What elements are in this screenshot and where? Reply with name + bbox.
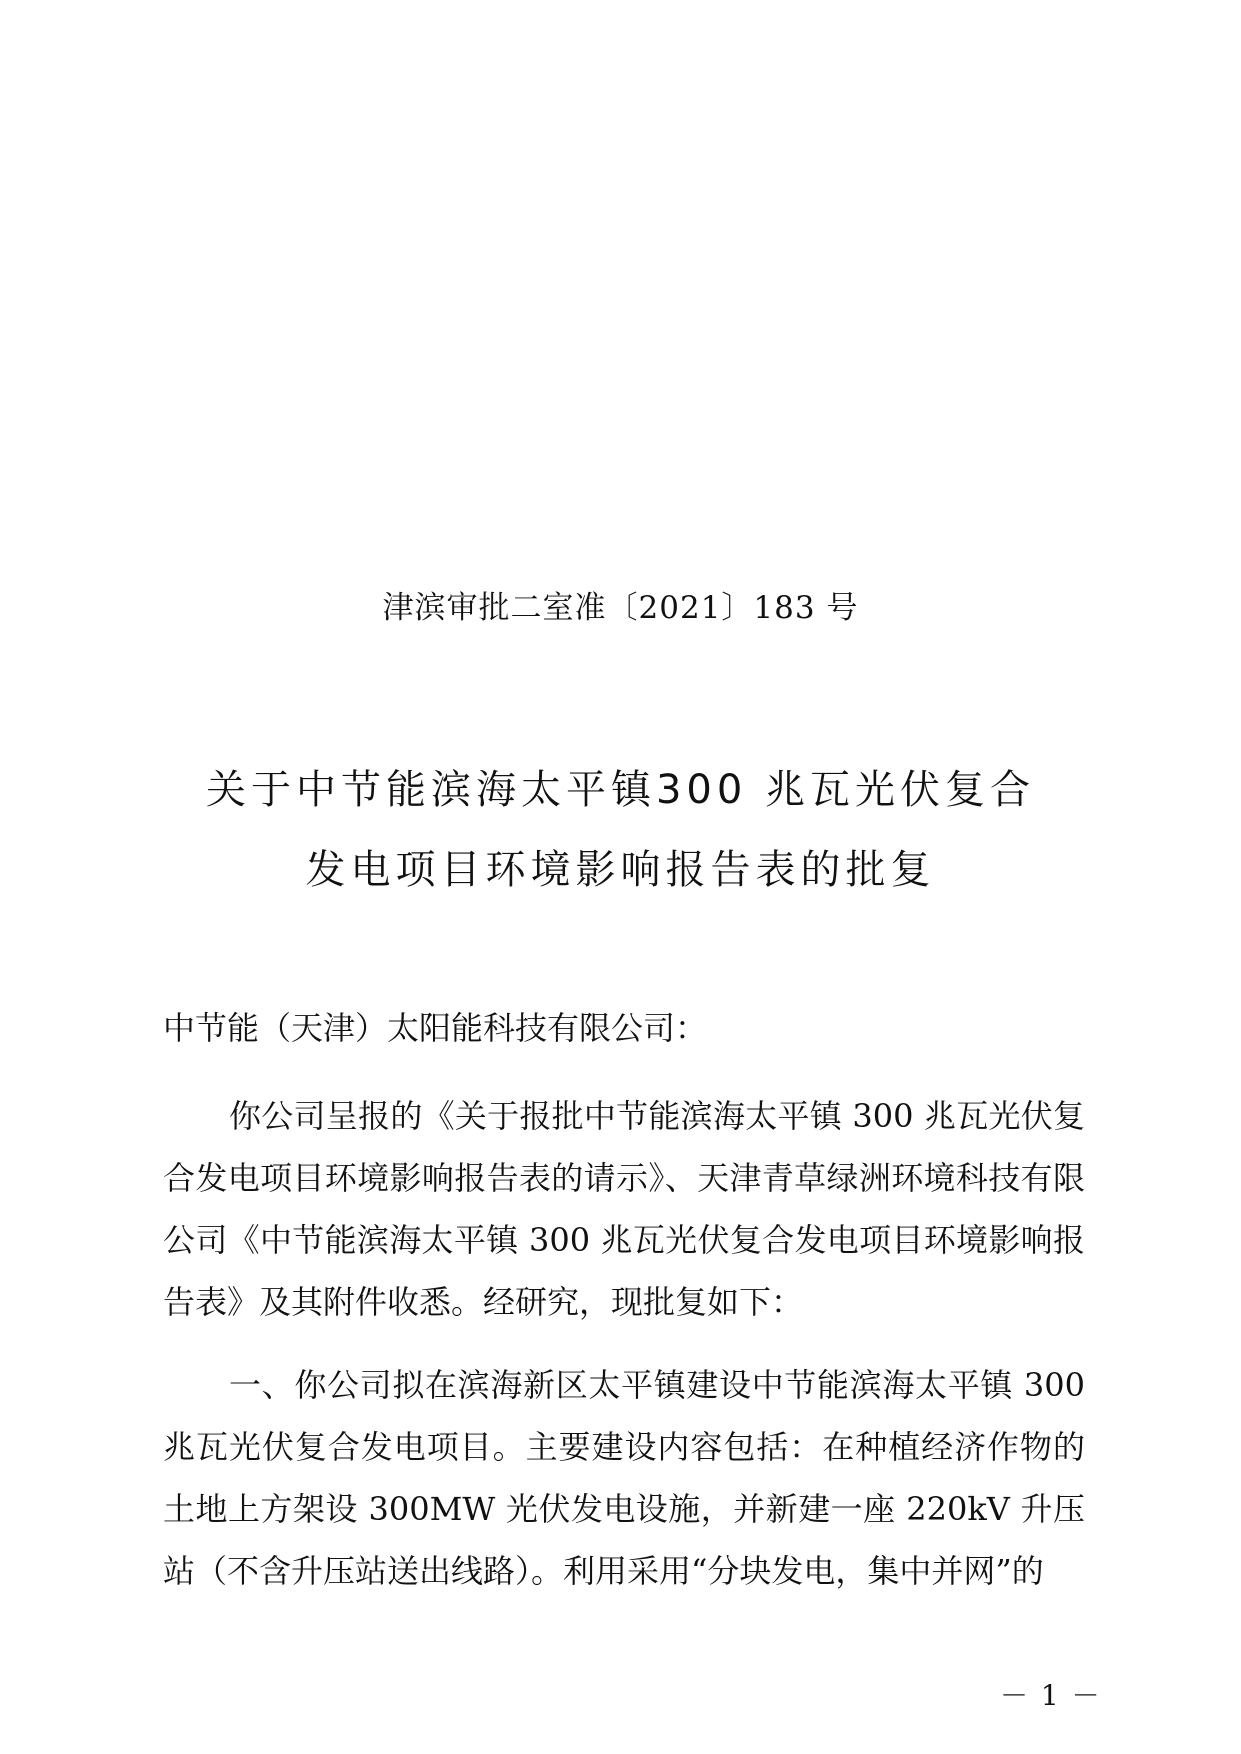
document-number: 津滨审批二室准〔2021〕183 号 xyxy=(382,590,859,626)
title-line: 发电项目环境影响报告表的批复 xyxy=(305,847,936,893)
title-line: 关于中节能滨海太平镇300 兆瓦光伏复合 xyxy=(205,767,1036,813)
addressee: 中节能（天津）太阳能科技有限公司： xyxy=(163,1009,708,1047)
page-number: － 1 － xyxy=(1000,1679,1102,1712)
body-paragraph: 一、你公司拟在滨海新区太平镇建设中节能滨海太平镇 300 兆瓦光伏复合发电项目。主要建设内容包括：在种植经济作物的土地上方架设 300MW 光伏发电设施，并新建一座 220kV 升压站（不含升压站送出线路）。利用采用“分块发电，集中并网”的 xyxy=(163,1366,1085,1590)
document-title xyxy=(0,750,1241,910)
body-paragraph: 你公司呈报的《关于报批中节能滨海太平镇 300 兆瓦光伏复合发电项目环境影响报告表的请示》、天津青草绿洲环境科技有限公司《中节能滨海太平镇 300 兆瓦光伏复合发电项目环境影响报告表》及其附件收悉。经研究，现批复如下： xyxy=(163,1097,1085,1321)
